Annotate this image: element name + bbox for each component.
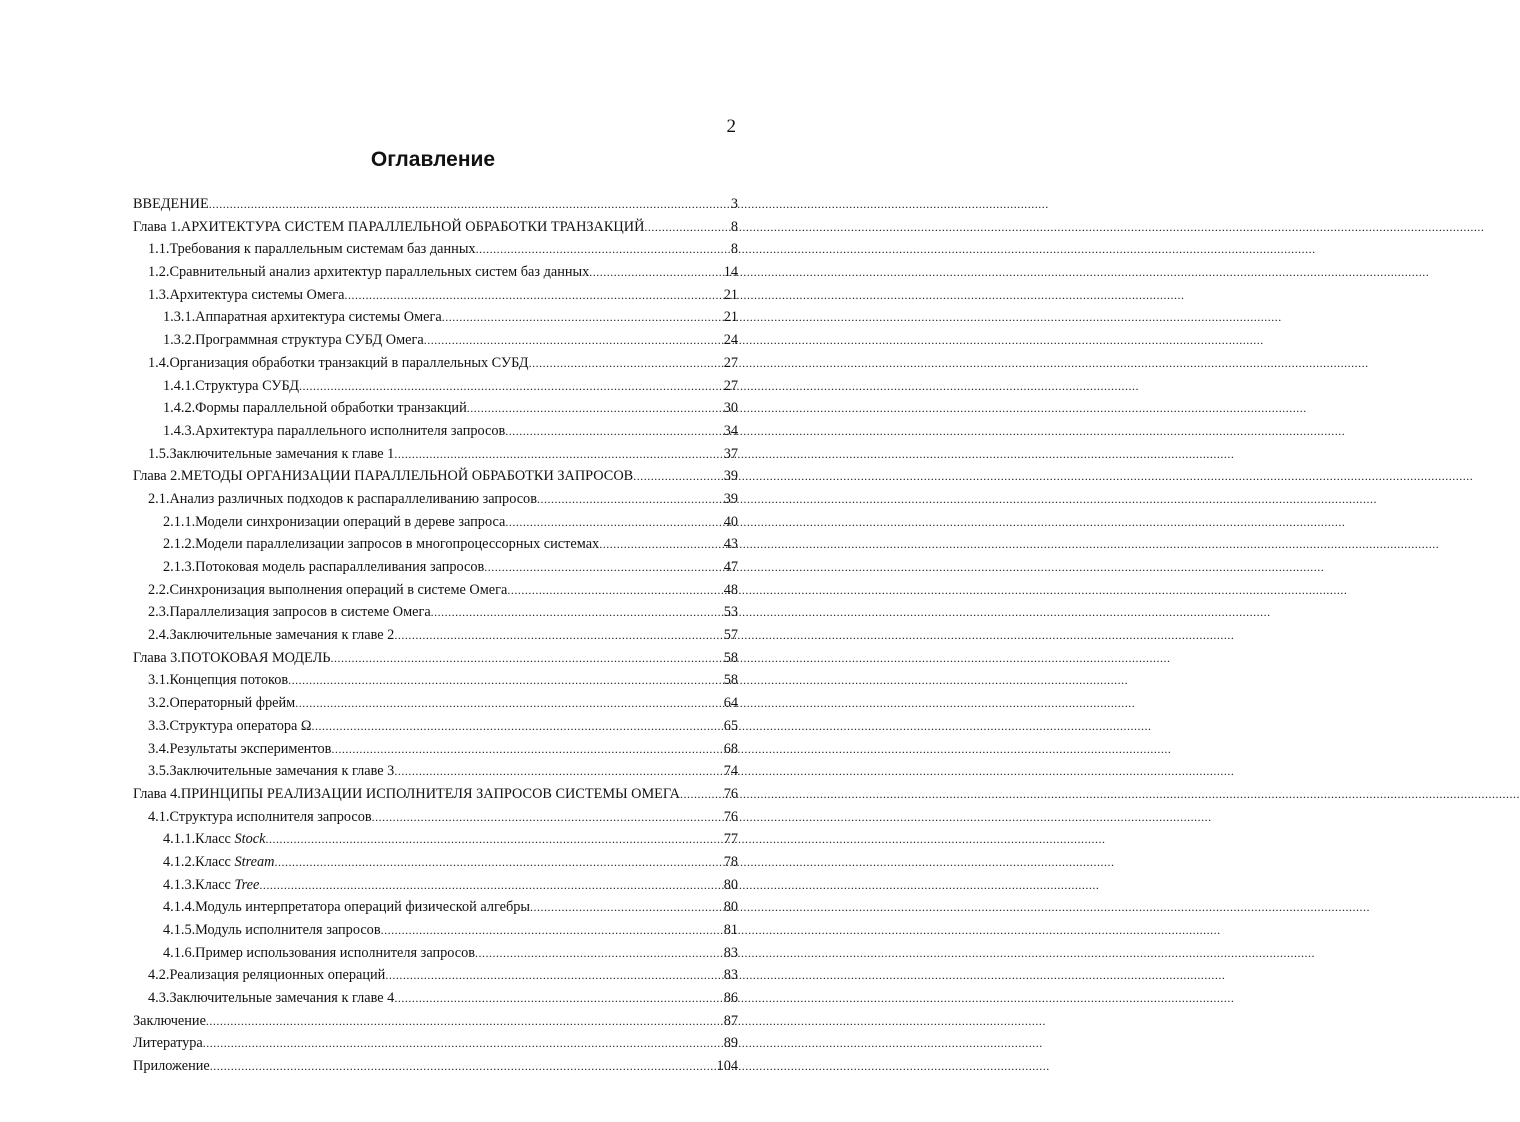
toc-dot-leader <box>344 284 722 307</box>
toc-dot-leader <box>312 715 723 738</box>
toc-entry-title-text: Класс <box>195 831 235 848</box>
toc-dot-leader <box>299 375 723 398</box>
toc-entry[interactable] <box>133 306 738 329</box>
toc-dot-leader <box>394 987 722 1010</box>
toc-entry-title-italic: Tree <box>234 876 260 893</box>
toc-entry-number: Глава 1. <box>133 218 181 235</box>
toc-entry[interactable] <box>133 443 738 466</box>
toc-entry-title <box>169 987 394 1010</box>
toc-entry-title-text: Реализация реляционных операций <box>169 967 386 984</box>
toc-entry-title <box>169 488 537 511</box>
toc-entry-title <box>169 238 475 261</box>
toc-entry-title <box>169 284 344 307</box>
toc-entry-page: 21 <box>723 286 738 303</box>
toc-entry-title <box>169 760 394 783</box>
toc-entry[interactable] <box>133 896 738 919</box>
toc-entry-page: 58 <box>723 672 738 689</box>
toc-entry-page: 37 <box>723 445 738 462</box>
toc-entry-title <box>169 806 371 829</box>
toc-entry[interactable] <box>133 556 738 579</box>
toc-entry-title <box>195 306 442 329</box>
toc-entry-title-text: ПРИНЦИПЫ РЕАЛИЗАЦИИ ИСПОЛНИТЕЛЯ ЗАПРОСОВ СИСТЕМЫ ОМЕГА <box>180 785 680 802</box>
toc-entry[interactable] <box>133 647 738 670</box>
toc-entry-title-text: Пример использования исполнителя запросов <box>195 944 476 961</box>
toc-entry-number: 1.4.1. <box>163 377 196 394</box>
toc-entry-title <box>169 443 394 466</box>
toc-entry-number: 3.2. <box>148 695 170 712</box>
toc-entry-number: 4.1.2. <box>163 853 196 870</box>
toc-dot-leader <box>599 533 723 556</box>
toc-entry-title-text: Архитектура системы Омега <box>169 286 345 303</box>
toc-entry-title-text: Архитектура параллельного исполнителя запросов <box>195 422 506 439</box>
toc-entry-page: 43 <box>723 536 738 553</box>
toc-entry-title-text: Требования к параллельным системам баз данных <box>169 241 476 258</box>
toc-dot-leader <box>372 806 723 829</box>
toc-entry-page: 48 <box>723 581 738 598</box>
toc-entry-title <box>195 533 599 556</box>
toc-dot-leader <box>505 511 722 534</box>
toc-entry-title-text: Модели параллелизации запросов в многопроцессорных системах <box>195 536 600 553</box>
toc-dot-leader <box>265 828 722 851</box>
toc-entry-number: 3.3. <box>148 717 170 734</box>
toc-dot-leader <box>394 443 722 466</box>
toc-dot-leader <box>424 329 723 352</box>
toc-entry[interactable] <box>133 715 738 738</box>
toc-entry[interactable] <box>133 964 738 987</box>
toc-entry-page: 8 <box>730 241 738 258</box>
toc-entry[interactable] <box>133 874 738 897</box>
toc-entry[interactable] <box>133 284 738 307</box>
toc-entry-title <box>169 624 394 647</box>
toc-entry-number: 2.1. <box>148 490 170 507</box>
toc-entry-title <box>195 375 299 398</box>
toc-dot-leader <box>288 669 723 692</box>
toc-entry-number: 4.1. <box>148 808 170 825</box>
toc-dot-leader <box>680 783 723 806</box>
toc-entry-number: 3.4. <box>148 740 170 757</box>
toc-entry-page: 83 <box>723 967 738 984</box>
toc-entry-title-text: Анализ различных подходов к распараллеливанию запросов <box>169 490 537 507</box>
toc-dot-leader <box>203 1032 723 1055</box>
toc-entry-number: 2.3. <box>148 604 170 621</box>
toc-dot-leader <box>484 556 722 579</box>
toc-dot-leader <box>295 692 723 715</box>
toc-entry-title <box>195 919 380 942</box>
toc-dot-leader <box>476 238 730 261</box>
toc-entry-number: 2.1.3. <box>163 559 196 575</box>
toc-dot-leader <box>644 216 729 239</box>
toc-entry-page: 78 <box>723 853 738 870</box>
toc-entry-title <box>169 352 528 375</box>
toc-entry-number: 2.1.1. <box>163 513 196 530</box>
toc-entry-title-italic: Stream <box>234 853 275 870</box>
toc-entry-title <box>133 1055 210 1078</box>
toc-entry-title-text: Модели синхронизации операций в дереве запроса <box>195 513 506 530</box>
toc-entry-title <box>181 465 633 488</box>
toc-entry-page: 87 <box>723 1012 738 1029</box>
toc-entry-title-text: Структура оператора Ω <box>169 717 312 734</box>
toc-entry[interactable] <box>133 692 738 715</box>
toc-dot-leader <box>209 193 730 216</box>
toc-entry-title-text: ВВЕДЕНИЕ <box>133 196 209 212</box>
toc-entry-number: 1.2. <box>148 264 170 281</box>
toc-entry-page: 83 <box>723 944 738 961</box>
toc-entry-number: Глава 3. <box>133 649 181 666</box>
toc-entry-page: 30 <box>723 400 738 417</box>
toc-dot-leader <box>206 1010 723 1033</box>
toc-dot-leader <box>475 942 723 965</box>
toc-entry[interactable] <box>133 375 738 398</box>
toc-entry-number: 1.4. <box>148 354 170 371</box>
toc-entry-title-text: Литература <box>133 1035 203 1052</box>
toc-entry-title <box>169 579 507 602</box>
toc-entry-page: 27 <box>723 377 738 394</box>
toc-entry[interactable] <box>133 1055 738 1078</box>
toc-entry-title <box>195 556 484 579</box>
toc-entry[interactable] <box>133 1010 738 1033</box>
toc-entry-number: 1.3.1. <box>163 309 196 326</box>
toc-entry[interactable] <box>133 511 738 534</box>
toc-entry-page: 58 <box>723 649 738 666</box>
toc-entry-number: 4.1.5. <box>163 922 196 938</box>
toc-entry[interactable] <box>133 329 738 352</box>
toc-entry-page: 80 <box>723 899 738 916</box>
toc-entry-title-text: МЕТОДЫ ОРГАНИЗАЦИИ ПАРАЛЛЕЛЬНОЙ ОБРАБОТКИ ЗАПРОСОВ <box>180 468 634 485</box>
toc-entry-number: 1.3. <box>148 286 170 303</box>
toc-entry-number: 4.1.3. <box>163 876 196 893</box>
toc-entry-title <box>195 896 530 919</box>
toc-entry-title-text: Формы параллельной обработки транзакций <box>195 400 467 417</box>
toc-entry-title-text: Сравнительный анализ архитектур параллельных систем баз данных <box>169 264 590 281</box>
toc-entry-title-text: Класс <box>195 853 235 870</box>
page-number: 2 <box>726 116 736 137</box>
toc-entry-page: 57 <box>723 627 738 644</box>
toc-entry-number: 1.4.3. <box>163 422 196 439</box>
toc-entry-number: 2.4. <box>148 627 170 644</box>
toc-entry-title-text: Заключение <box>133 1012 206 1029</box>
toc-entry-title-text: Организация обработки транзакций в параллельных СУБД <box>169 354 529 371</box>
toc-dot-leader <box>633 465 723 488</box>
toc-entry-page: 76 <box>723 785 738 802</box>
toc-entry-title <box>169 715 311 738</box>
toc-dot-leader <box>394 760 722 783</box>
toc-entry-title-text: Операторный фрейм <box>169 695 296 712</box>
toc-dot-leader <box>385 964 722 987</box>
toc-entry-page: 34 <box>723 422 738 439</box>
toc-entry-number: 1.3.2. <box>163 332 196 349</box>
toc-entry-title-text: Потоковая модель распараллеливания запросов <box>195 559 485 575</box>
toc-entry-title <box>169 261 589 284</box>
toc-entry-title <box>169 738 331 761</box>
toc-entry-page: 53 <box>723 604 738 621</box>
toc-entry-number: Глава 2. <box>133 468 181 485</box>
toc-entry-title <box>169 964 385 987</box>
toc-entry[interactable] <box>133 579 738 602</box>
toc-entry[interactable] <box>133 465 738 488</box>
toc-entry-number: 3.5. <box>148 763 170 780</box>
toc-entry-title <box>133 193 209 216</box>
toc-entry-title-text: Модуль интерпретатора операций физической алгебры <box>195 899 531 916</box>
toc-dot-leader <box>259 874 722 897</box>
toc-dot-leader <box>507 579 722 602</box>
toc-entry-title-text: Структура СУБД <box>195 377 299 394</box>
toc-entry-page: 21 <box>723 309 738 326</box>
toc-entry[interactable] <box>133 238 738 261</box>
toc-entry-number: 1.5. <box>148 445 170 462</box>
toc-entry[interactable] <box>133 942 738 965</box>
toc-entry-page: 77 <box>723 831 738 848</box>
toc-entry-number: Глава 4. <box>133 785 181 802</box>
toc-entry[interactable] <box>133 987 738 1010</box>
toc-entry-number: 2.2. <box>148 581 170 598</box>
toc-entry-page: 80 <box>723 876 738 893</box>
toc-dot-leader <box>210 1055 716 1078</box>
toc-entry-title <box>181 216 645 239</box>
toc-entry-page: 27 <box>723 354 738 371</box>
toc-entry[interactable] <box>133 828 738 851</box>
toc-entry-page: 89 <box>723 1035 738 1052</box>
toc-entry-title-text: Синхронизация выполнения операций в системе Омега <box>169 581 508 598</box>
toc-dot-leader <box>505 420 722 443</box>
toc-entry-page: 86 <box>723 990 738 1007</box>
toc-entry-title-text: Класс <box>195 876 235 893</box>
toc-entry-title <box>169 692 295 715</box>
toc-entry-title-text: Заключительные замечания к главе 2 <box>169 627 395 644</box>
toc-entry-title-text: ПОТОКОВАЯ МОДЕЛЬ <box>180 649 331 666</box>
toc-entry-page: 39 <box>723 490 738 507</box>
toc-entry-title <box>195 942 475 965</box>
toc-entry-number: 1.1. <box>148 241 170 258</box>
table-of-contents <box>133 193 738 1078</box>
toc-dot-leader <box>381 919 723 942</box>
toc-dot-leader <box>394 624 722 647</box>
toc-entry-title <box>133 1010 206 1033</box>
toc-entry[interactable] <box>133 806 738 829</box>
toc-entry[interactable] <box>133 193 738 216</box>
toc-entry-number: 4.1.1. <box>163 831 196 848</box>
toc-entry[interactable] <box>133 352 738 375</box>
toc-entry-title-text: Результаты экспериментов <box>169 740 332 757</box>
toc-entry-title <box>133 1032 203 1055</box>
toc-entry[interactable] <box>133 216 738 239</box>
toc-entry-title <box>195 511 505 534</box>
toc-entry-title <box>195 329 424 352</box>
toc-dot-leader <box>467 397 723 420</box>
toc-entry-number: 4.2. <box>148 967 170 984</box>
toc-entry-page: 24 <box>723 332 738 349</box>
toc-entry-title <box>195 420 505 443</box>
toc-entry-page: 76 <box>723 808 738 825</box>
toc-entry-title <box>169 669 288 692</box>
toc-entry[interactable] <box>133 397 738 420</box>
toc-dot-leader <box>529 352 723 375</box>
toc-dot-leader <box>431 601 723 624</box>
toc-entry-title-text: Заключительные замечания к главе 3 <box>169 763 395 780</box>
toc-entry-title-text: Заключительные замечания к главе 1 <box>169 445 395 462</box>
toc-entry-title <box>195 851 274 874</box>
toc-entry-page: 47 <box>723 559 738 575</box>
toc-entry[interactable] <box>133 760 738 783</box>
toc-dot-leader <box>274 851 722 874</box>
toc-entry-title <box>181 783 680 806</box>
toc-entry-title-text: АРХИТЕКТУРА СИСТЕМ ПАРАЛЛЕЛЬНОЙ ОБРАБОТКИ ТРАНЗАКЦИЙ <box>180 218 645 235</box>
toc-entry[interactable] <box>133 669 738 692</box>
toc-entry-title <box>195 397 467 420</box>
toc-entry-page: 104 <box>716 1058 738 1075</box>
toc-entry-title-text: Аппаратная архитектура системы Омега <box>195 309 442 326</box>
toc-entry-title-italic: Stock <box>234 831 266 848</box>
toc-entry-number: 3.1. <box>148 672 170 689</box>
toc-entry-title-text: Программная структура СУБД Омега <box>195 332 424 349</box>
toc-entry-title-text: Модуль исполнителя запросов <box>195 922 381 938</box>
toc-entry-title-text: Концепция потоков <box>169 672 289 689</box>
toc-entry[interactable] <box>133 488 738 511</box>
toc-entry-page: 14 <box>723 264 738 281</box>
toc-entry-title-text: Заключительные замечания к главе 4 <box>169 990 395 1007</box>
toc-title: Оглавление <box>370 148 496 171</box>
toc-entry[interactable] <box>133 420 738 443</box>
toc-entry-title <box>195 828 265 851</box>
toc-entry-page: 39 <box>723 468 738 485</box>
toc-dot-leader <box>331 738 722 761</box>
toc-entry-number: 1.4.2. <box>163 400 196 417</box>
toc-entry-title <box>195 874 259 897</box>
toc-entry-page: 74 <box>723 763 738 780</box>
toc-dot-leader <box>442 306 723 329</box>
toc-entry-number: 4.1.6. <box>163 944 196 961</box>
toc-entry-page: 40 <box>723 513 738 530</box>
toc-entry-number: 2.1.2. <box>163 536 196 553</box>
toc-entry[interactable] <box>133 624 738 647</box>
toc-entry-page: 64 <box>723 695 738 712</box>
toc-entry[interactable] <box>133 1032 738 1055</box>
toc-entry[interactable] <box>133 919 738 942</box>
toc-entry[interactable] <box>133 533 738 556</box>
toc-dot-leader <box>530 896 723 919</box>
toc-entry-page: 81 <box>723 922 738 938</box>
toc-entry-title-text: Параллелизация запросов в системе Омега <box>169 604 431 621</box>
toc-entry-title-text: Структура исполнителя запросов <box>169 808 372 825</box>
toc-dot-leader <box>589 261 722 284</box>
toc-entry-number: 4.1.4. <box>163 899 196 916</box>
toc-entry-page: 8 <box>730 218 738 235</box>
toc-entry-title <box>181 647 331 670</box>
toc-entry[interactable] <box>133 601 738 624</box>
toc-entry-page: 3 <box>730 196 738 212</box>
toc-entry[interactable] <box>133 783 738 806</box>
toc-entry-page: 68 <box>723 740 738 757</box>
toc-dot-leader <box>331 647 723 670</box>
toc-entry-title <box>169 601 430 624</box>
toc-entry[interactable] <box>133 261 738 284</box>
toc-entry-title-text: Приложение <box>133 1058 210 1075</box>
toc-entry[interactable] <box>133 738 738 761</box>
toc-entry-page: 65 <box>723 717 738 734</box>
toc-entry-number: 4.3. <box>148 990 170 1007</box>
toc-dot-leader <box>537 488 723 511</box>
toc-entry[interactable] <box>133 851 738 874</box>
